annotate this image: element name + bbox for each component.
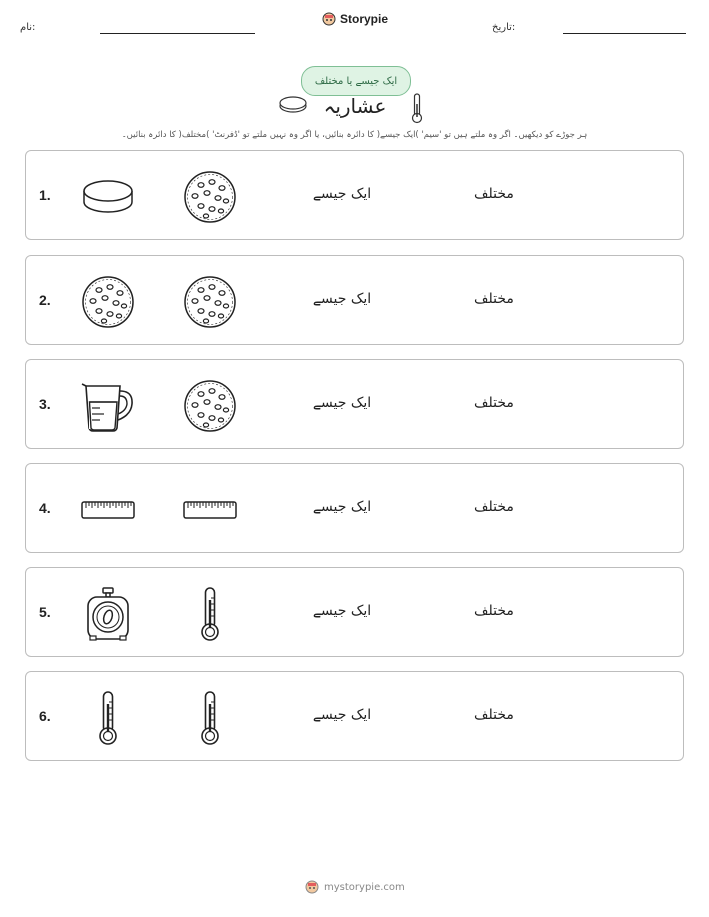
exercise-row-4 (25, 463, 684, 553)
row-number: 3. (39, 396, 51, 412)
exercise-row-5 (25, 567, 684, 657)
brand-name: Storypie (340, 12, 389, 26)
cookie-icon (80, 274, 136, 330)
same-option[interactable]: ایک جیسے (312, 395, 372, 411)
brand-logo (322, 12, 388, 26)
date-label: تاریخ: (492, 22, 516, 33)
exercise-row-1 (25, 150, 684, 240)
row-number: 4. (39, 500, 51, 516)
cookie-icon (182, 274, 238, 330)
same-option[interactable]: ایک جیسے (312, 603, 372, 619)
different-option[interactable]: مختلف (474, 603, 514, 619)
exercise-row-2 (25, 255, 684, 345)
exercise-row-3 (25, 359, 684, 449)
different-option[interactable]: مختلف (474, 186, 514, 202)
name-line[interactable] (100, 33, 255, 34)
date-line[interactable] (563, 33, 686, 34)
different-option[interactable]: مختلف (474, 395, 514, 411)
exercise-row-6 (25, 671, 684, 761)
cookie-icon (182, 378, 238, 434)
row-number: 1. (39, 187, 51, 203)
same-option[interactable]: ایک جیسے (312, 499, 372, 515)
row-number: 6. (39, 708, 51, 724)
topic-badge: ایک جیسے یا مختلف (301, 66, 411, 96)
name-label: نام: (20, 22, 36, 33)
coin-icon (80, 169, 136, 225)
storypie-mascot-icon (305, 880, 319, 894)
storypie-mascot-icon (322, 12, 336, 26)
row-number: 2. (39, 292, 51, 308)
different-option[interactable]: مختلف (474, 499, 514, 515)
instructions: ہر جوڑے کو دیکھیں۔ اگر وہ ملتے ہیں تو 'سیم' )ایک جیسے( کا دائرہ بنائیں، یا اگر وہ نہیں ملتے تو 'ڈفرنٹ' )مختلف( کا دائرہ بنائیں۔ (121, 130, 588, 140)
different-option[interactable]: مختلف (474, 707, 514, 723)
cookie-icon (182, 169, 238, 225)
worksheet-title: عشاریہ (323, 94, 387, 118)
thermometer-icon (182, 586, 238, 642)
measuring-cup-icon (80, 378, 136, 434)
ruler-icon (80, 482, 136, 538)
footer (305, 880, 405, 894)
row-number: 5. (39, 604, 51, 620)
stopwatch-icon (80, 586, 136, 642)
different-option[interactable]: مختلف (474, 291, 514, 307)
footer-site[interactable]: mystorypie.com (324, 881, 405, 893)
thermometer-icon (182, 690, 238, 746)
ruler-icon (182, 482, 238, 538)
thermometer-icon (410, 92, 424, 124)
same-option[interactable]: ایک جیسے (312, 186, 372, 202)
same-option[interactable]: ایک جیسے (312, 707, 372, 723)
thermometer-icon (80, 690, 136, 746)
same-option[interactable]: ایک جیسے (312, 291, 372, 307)
